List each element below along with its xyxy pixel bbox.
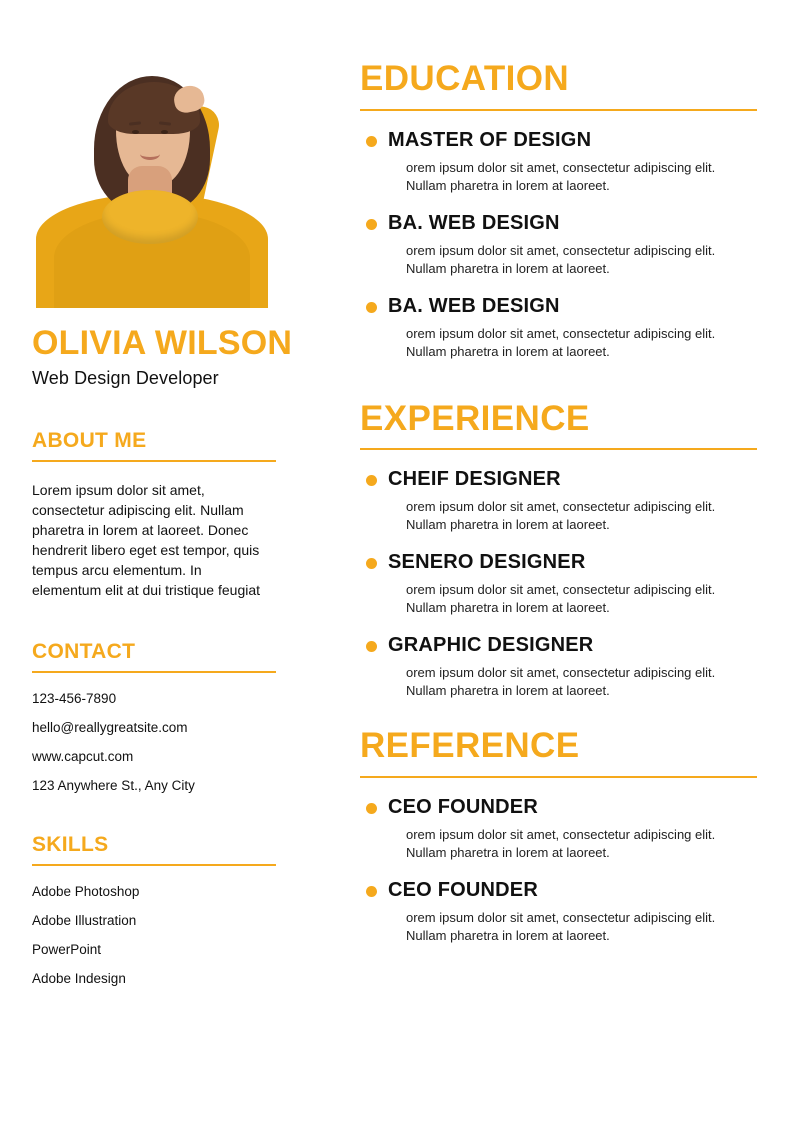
reference-entry [360,796,757,862]
about-heading: ABOUT ME [32,428,147,452]
reference-heading: REFERENCE [360,726,580,765]
education-heading: EDUCATION [360,59,570,98]
entry-description: orem ipsum dolor sit amet, consectetur adipiscing elit. Nullam pharetra in lorem at laoreet. [406,242,716,276]
bullet-icon [366,136,377,147]
experience-heading: EXPERIENCE [360,398,590,438]
experience-section [360,400,757,701]
entry-title: CEO FOUNDER [388,878,538,901]
bullet-icon [366,886,377,897]
experience-entry [360,468,757,534]
contact-list [32,691,320,793]
education-entry [360,212,757,278]
entry-title: CHEIF DESIGNER [388,468,561,490]
portrait-illustration [28,62,276,308]
entry-title: CEO FOUNDER [388,795,538,818]
about-text: Lorem ipsum dolor sit amet, consectetur adipiscing elit. Nullam pharetra in lorem at laoreet. Donec hendrerit libero eget est tempor, quis tempus arcu elementum. In elementum elit at dui tristique feugiat [32,481,261,598]
about-section [28,429,320,600]
reference-divider [360,776,757,778]
experience-entry [360,551,757,617]
skills-divider [32,864,276,866]
list-item: Adobe Illustration [32,912,137,928]
bullet-icon [366,558,377,569]
experience-entry [360,634,757,700]
entry-description: orem ipsum dolor sit amet, consectetur adipiscing elit. Nullam pharetra in lorem at laoreet. [406,582,716,615]
contact-heading: CONTACT [32,639,136,663]
sidebar [0,0,320,1122]
list-item: www.capcut.com [32,748,134,764]
education-divider [360,109,757,111]
entry-title: BA. WEB DESIGN [388,211,560,234]
entry-description: orem ipsum dolor sit amet, consectetur adipiscing elit. Nullam pharetra in lorem at laoreet. [406,665,716,698]
list-item: Adobe Photoshop [32,883,140,899]
reference-entry [360,879,757,945]
skills-section [28,833,320,986]
reference-section [360,727,757,945]
list-item: 123 Anywhere St., Any City [32,777,195,793]
entry-description: orem ipsum dolor sit amet, consectetur adipiscing elit. Nullam pharetra in lorem at laoreet. [406,159,716,193]
contact-divider [32,671,276,673]
entry-description: orem ipsum dolor sit amet, consectetur adipiscing elit. Nullam pharetra in lorem at laoreet. [406,826,716,860]
list-item: hello@reallygreatsite.com [32,719,188,735]
entry-description: orem ipsum dolor sit amet, consectetur adipiscing elit. Nullam pharetra in lorem at laoreet. [406,499,716,532]
list-item: 123-456-7890 [32,690,117,706]
list-item: Adobe Indesign [32,970,126,986]
skills-heading: SKILLS [32,832,109,856]
bullet-icon [366,475,377,486]
education-section [360,60,757,361]
entry-title: BA. WEB DESIGN [388,294,560,317]
entry-title: MASTER OF DESIGN [388,128,592,151]
contact-section [28,640,320,793]
skills-list [32,884,320,986]
entry-title: SENERO DESIGNER [388,551,586,573]
main-content [320,0,793,1122]
entry-description: orem ipsum dolor sit amet, consectetur adipiscing elit. Nullam pharetra in lorem at laoreet. [406,325,716,359]
education-entry [360,295,757,361]
entry-title: GRAPHIC DESIGNER [388,634,594,656]
list-item: PowerPoint [32,941,102,957]
experience-divider [360,448,757,450]
person-name: OLIVIA WILSON [32,324,293,362]
about-divider [32,460,276,462]
bullet-icon [366,302,377,313]
bullet-icon [366,803,377,814]
bullet-icon [366,641,377,652]
education-entry [360,129,757,195]
entry-description: orem ipsum dolor sit amet, consectetur adipiscing elit. Nullam pharetra in lorem at laoreet. [406,909,716,943]
bullet-icon [366,219,377,230]
person-role: Web Design Developer [32,367,219,388]
profile-photo [28,62,276,308]
